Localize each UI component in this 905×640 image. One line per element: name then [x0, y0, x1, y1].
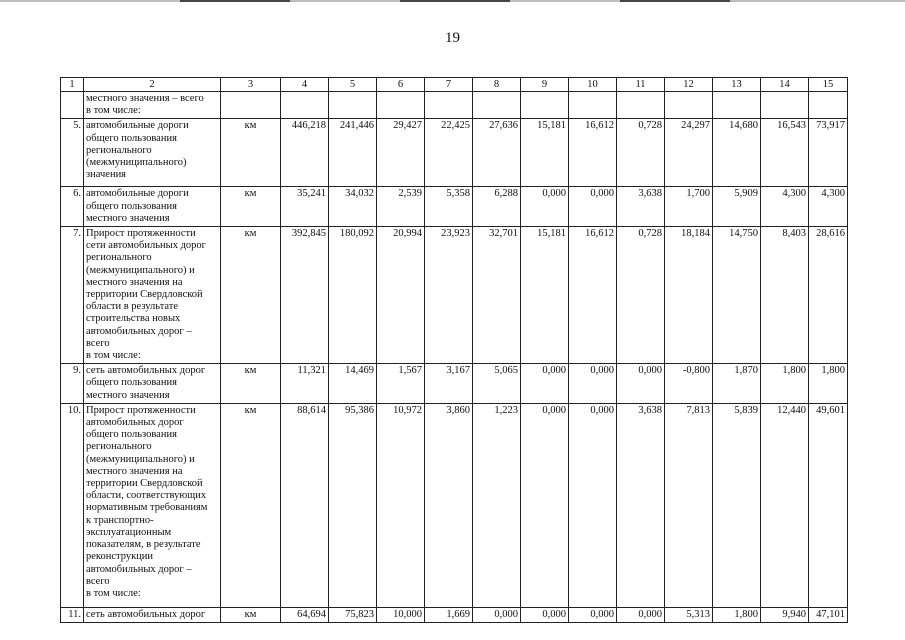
value-cell: 15,181 — [521, 227, 569, 364]
value-cell: 11,321 — [281, 364, 329, 404]
indicator-name: местного значения – всего в том числе: — [84, 92, 221, 119]
row-number: 9. — [61, 364, 84, 404]
unit-cell: км — [221, 227, 281, 364]
unit-cell — [221, 92, 281, 119]
table-row — [61, 92, 848, 119]
value-cell: 1,800 — [713, 607, 761, 622]
unit-cell: км — [221, 364, 281, 404]
value-cell: 5,909 — [713, 187, 761, 227]
value-cell: 29,427 — [377, 119, 425, 187]
top-edge-rule — [400, 0, 510, 2]
column-header: 3 — [221, 78, 281, 92]
value-cell: 0,000 — [521, 403, 569, 607]
value-cell: 1,700 — [665, 187, 713, 227]
column-header: 2 — [84, 78, 221, 92]
value-cell — [665, 92, 713, 119]
value-cell: 0,000 — [521, 364, 569, 404]
column-header: 6 — [377, 78, 425, 92]
value-cell: 34,032 — [329, 187, 377, 227]
value-cell: 5,358 — [425, 187, 473, 227]
value-cell: -0,800 — [665, 364, 713, 404]
column-header: 15 — [809, 78, 848, 92]
column-header: 4 — [281, 78, 329, 92]
page-number: 19 — [445, 30, 460, 46]
value-cell: 73,917 — [809, 119, 848, 187]
value-cell: 0,000 — [569, 364, 617, 404]
value-cell: 14,469 — [329, 364, 377, 404]
value-cell: 35,241 — [281, 187, 329, 227]
row-number: 10. — [61, 403, 84, 607]
unit-cell: км — [221, 119, 281, 187]
column-header: 12 — [665, 78, 713, 92]
value-cell: 0,728 — [617, 227, 665, 364]
value-cell — [809, 92, 848, 119]
value-cell: 16,543 — [761, 119, 809, 187]
value-cell: 47,101 — [809, 607, 848, 622]
value-cell — [617, 92, 665, 119]
table-row — [61, 119, 848, 187]
row-number — [61, 92, 84, 119]
value-cell: 3,860 — [425, 403, 473, 607]
value-cell: 10,000 — [377, 607, 425, 622]
value-cell: 7,813 — [665, 403, 713, 607]
indicator-name: Прирост протяженности сети автомобильных дорог регионального (межмуниципального) и местного значения на территории Свердловской области в результате строительства новых автомобильных дорог – всего в том числе: — [84, 227, 221, 364]
value-cell — [281, 92, 329, 119]
value-cell: 0,000 — [521, 607, 569, 622]
value-cell: 9,940 — [761, 607, 809, 622]
row-number: 7. — [61, 227, 84, 364]
value-cell: 1,870 — [713, 364, 761, 404]
value-cell: 95,386 — [329, 403, 377, 607]
value-cell: 446,218 — [281, 119, 329, 187]
unit-cell: км — [221, 607, 281, 622]
value-cell: 24,297 — [665, 119, 713, 187]
indicator-name: автомобильные дороги общего пользования регионального (межмуниципального) значения — [84, 119, 221, 187]
unit-cell: км — [221, 187, 281, 227]
row-number: 11. — [61, 607, 84, 622]
column-header: 5 — [329, 78, 377, 92]
value-cell: 5,065 — [473, 364, 521, 404]
table-row — [61, 364, 848, 404]
value-cell: 88,614 — [281, 403, 329, 607]
value-cell: 23,923 — [425, 227, 473, 364]
indicator-name: сеть автомобильных дорог общего пользования местного значения — [84, 364, 221, 404]
value-cell: 15,181 — [521, 119, 569, 187]
value-cell: 0,000 — [569, 187, 617, 227]
value-cell: 16,612 — [569, 227, 617, 364]
top-edge-rule — [180, 0, 290, 2]
value-cell: 0,000 — [617, 364, 665, 404]
value-cell: 32,701 — [473, 227, 521, 364]
data-table — [60, 77, 848, 623]
indicator-name: Прирост протяженности автомобильных дорог общего пользования регионального (межмуниципального) и местного значения на территории Свердловской области, соответствующих нормативным требованиям к транспортно- эксплуатационным показателям, в результате реконструкции автомобильных дорог – всего в том числе: — [84, 403, 221, 607]
value-cell: 180,092 — [329, 227, 377, 364]
value-cell: 3,638 — [617, 403, 665, 607]
row-number: 5. — [61, 119, 84, 187]
value-cell: 6,288 — [473, 187, 521, 227]
value-cell — [761, 92, 809, 119]
value-cell: 49,601 — [809, 403, 848, 607]
table-row — [61, 607, 848, 622]
value-cell: 28,616 — [809, 227, 848, 364]
value-cell: 14,680 — [713, 119, 761, 187]
row-number: 6. — [61, 187, 84, 227]
top-edge-rule — [620, 0, 730, 2]
value-cell: 1,567 — [377, 364, 425, 404]
value-cell: 241,446 — [329, 119, 377, 187]
value-cell: 1,669 — [425, 607, 473, 622]
value-cell: 0,000 — [569, 607, 617, 622]
value-cell: 0,000 — [521, 187, 569, 227]
column-header: 14 — [761, 78, 809, 92]
column-header: 8 — [473, 78, 521, 92]
value-cell: 8,403 — [761, 227, 809, 364]
indicator-name: автомобильные дороги общего пользования местного значения — [84, 187, 221, 227]
value-cell: 27,636 — [473, 119, 521, 187]
value-cell: 3,638 — [617, 187, 665, 227]
value-cell: 22,425 — [425, 119, 473, 187]
value-cell: 0,000 — [473, 607, 521, 622]
value-cell: 10,972 — [377, 403, 425, 607]
value-cell: 75,823 — [329, 607, 377, 622]
value-cell: 392,845 — [281, 227, 329, 364]
column-header: 11 — [617, 78, 665, 92]
value-cell — [329, 92, 377, 119]
column-header: 7 — [425, 78, 473, 92]
value-cell: 2,539 — [377, 187, 425, 227]
value-cell: 1,800 — [809, 364, 848, 404]
value-cell — [521, 92, 569, 119]
table-row — [61, 227, 848, 364]
value-cell: 0,728 — [617, 119, 665, 187]
value-cell: 0,000 — [617, 607, 665, 622]
column-header: 1 — [61, 78, 84, 92]
value-cell — [569, 92, 617, 119]
value-cell — [473, 92, 521, 119]
value-cell — [425, 92, 473, 119]
column-header-row — [61, 78, 848, 92]
indicator-name: сеть автомобильных дорог — [84, 607, 221, 622]
value-cell: 18,184 — [665, 227, 713, 364]
value-cell: 0,000 — [569, 403, 617, 607]
value-cell: 16,612 — [569, 119, 617, 187]
value-cell — [377, 92, 425, 119]
column-header: 13 — [713, 78, 761, 92]
value-cell: 5,839 — [713, 403, 761, 607]
value-cell: 4,300 — [809, 187, 848, 227]
value-cell: 1,800 — [761, 364, 809, 404]
value-cell: 14,750 — [713, 227, 761, 364]
value-cell: 3,167 — [425, 364, 473, 404]
value-cell: 1,223 — [473, 403, 521, 607]
unit-cell: км — [221, 403, 281, 607]
column-header: 10 — [569, 78, 617, 92]
table-row — [61, 187, 848, 227]
value-cell — [713, 92, 761, 119]
value-cell: 4,300 — [761, 187, 809, 227]
value-cell: 64,694 — [281, 607, 329, 622]
value-cell: 12,440 — [761, 403, 809, 607]
column-header: 9 — [521, 78, 569, 92]
value-cell: 5,313 — [665, 607, 713, 622]
value-cell: 20,994 — [377, 227, 425, 364]
table-row — [61, 403, 848, 607]
